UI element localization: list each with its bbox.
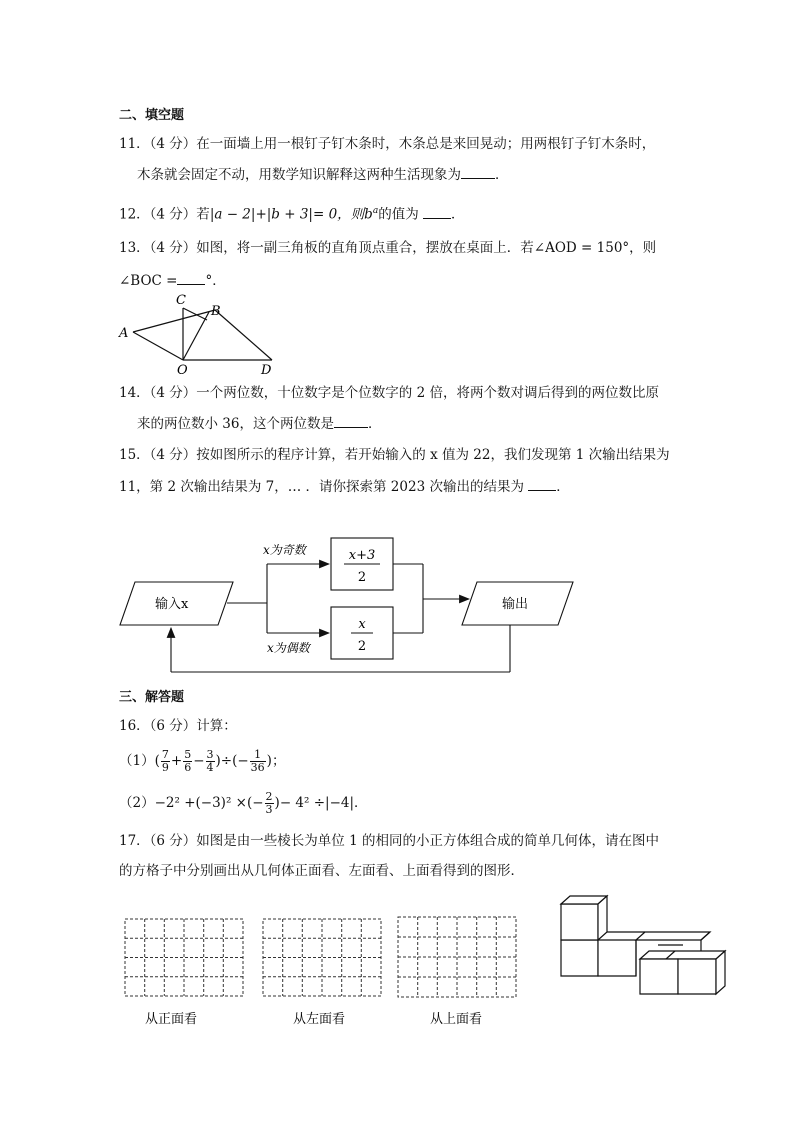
q13-triangle-figure xyxy=(115,290,285,378)
q15-flowchart xyxy=(115,530,585,680)
q13-answer-blank[interactable] xyxy=(177,270,205,285)
fraction xyxy=(265,791,274,816)
line-AB xyxy=(133,310,215,332)
q16-p2-expr-b: )− 4² ÷|−4|． xyxy=(274,795,368,811)
output-label: 输出 xyxy=(502,597,529,612)
label-D: D xyxy=(261,363,272,378)
paren: )； xyxy=(266,753,286,769)
q14-answer-blank[interactable] xyxy=(334,413,368,428)
q12-power-exp: a xyxy=(372,206,379,216)
paren: ( xyxy=(154,753,160,769)
fraction xyxy=(206,749,215,774)
section-title-fill-blank: 二、填空题 xyxy=(119,108,185,123)
q14-line1: 14．（4 分）一个两位数，十位数字是个位数字的 2 倍，将两个数对调后得到的两位数比原 xyxy=(119,385,659,401)
q16-part1 xyxy=(119,746,285,776)
numerator: 7 xyxy=(161,748,169,761)
label-O: O xyxy=(177,363,188,378)
q12-post: 的值为 xyxy=(378,206,419,223)
line-OB xyxy=(183,312,209,360)
q13-end: °． xyxy=(205,273,226,289)
q11-text: 木条就会固定不动，用数学知识解释这两种生活现象为 xyxy=(137,167,461,183)
q17-line2: 的方格子中分别画出从几何体正面看、左面看、上面看得到的图形． xyxy=(119,863,524,879)
odd-numerator: x+3 xyxy=(348,548,376,563)
q14-line2 xyxy=(137,413,381,434)
q15-text: 11，第 2 次输出结果为 7，… ．请你探索第 2023 次输出的结果为 xyxy=(119,479,524,495)
q17-line1: 17．（6 分）如图是由一些棱长为单位 1 的相同的小正方体组合成的简单几何体，请在图中 xyxy=(119,833,659,849)
q11-line2 xyxy=(137,164,509,185)
q16-part2 xyxy=(119,788,368,818)
numerator: 3 xyxy=(206,748,214,761)
q13-line1: 13．（4 分）如图，将一副三角板的直角顶点重合，摆放在桌面上．若∠AOD = 150°，则 xyxy=(119,240,657,256)
grid-left-view[interactable] xyxy=(263,919,381,996)
q15-end: ． xyxy=(556,479,570,495)
q17-figure xyxy=(115,890,745,1035)
cube-solid xyxy=(561,896,725,994)
numerator: 1 xyxy=(250,749,266,762)
odd-label: x为奇数 xyxy=(263,543,306,557)
odd-denominator: 2 xyxy=(357,570,367,585)
q12-pre: 12．（4 分）若 xyxy=(119,206,210,223)
op: )÷(− xyxy=(215,753,249,769)
denominator: 6 xyxy=(184,761,192,774)
label-B: B xyxy=(211,304,221,319)
label-C: C xyxy=(176,293,186,308)
line-AO xyxy=(133,332,183,360)
input-label: 输入x xyxy=(155,597,189,612)
denominator: 9 xyxy=(161,761,169,774)
q16-p2-expr-a: −2² +(−3)² ×(− xyxy=(154,795,264,811)
q15-line1: 15．（4 分）按如图所示的程序计算，若开始输入的 x 值为 22，我们发现第 1 次输出结果为 xyxy=(119,447,670,463)
caption-top: 从上面看 xyxy=(430,1012,483,1027)
q12-answer-blank[interactable] xyxy=(423,204,451,219)
grid-top-view[interactable] xyxy=(398,917,516,997)
q12-line xyxy=(119,201,465,225)
q16-p1-tag: （1） xyxy=(119,753,155,769)
numerator: 5 xyxy=(184,748,192,761)
q12-expr: |a − 2|+|b + 3|= 0，则 xyxy=(209,206,365,223)
q16-head: 16．（6 分）计算： xyxy=(119,718,237,734)
q13-angle-label: ∠BOC = xyxy=(119,273,178,289)
q15-answer-blank[interactable] xyxy=(528,476,556,491)
denominator: 36 xyxy=(250,761,265,774)
denominator: 3 xyxy=(265,803,273,816)
q13-line2 xyxy=(119,270,226,291)
fraction xyxy=(250,749,266,774)
numerator: 2 xyxy=(265,790,273,803)
q14-end: ． xyxy=(367,416,382,432)
op: + xyxy=(170,753,183,769)
fraction xyxy=(161,749,170,774)
q12-end: ． xyxy=(451,206,465,223)
op: − xyxy=(193,753,205,769)
section-title-solve: 三、解答题 xyxy=(119,690,185,705)
grid-front-view[interactable] xyxy=(125,919,243,996)
line-BD xyxy=(215,310,272,360)
label-A: A xyxy=(119,326,129,341)
even-denominator: 2 xyxy=(357,639,367,654)
q11-end: ． xyxy=(495,167,509,183)
q11-answer-blank[interactable] xyxy=(461,164,495,179)
q16-p2-tag: （2） xyxy=(119,795,155,811)
even-numerator: x xyxy=(358,617,366,632)
caption-front: 从正面看 xyxy=(145,1012,198,1027)
even-label: x为偶数 xyxy=(267,641,310,655)
q15-line2 xyxy=(119,476,570,497)
fraction xyxy=(183,749,192,774)
caption-left: 从左面看 xyxy=(293,1012,346,1027)
denominator: 4 xyxy=(206,761,214,774)
q11-line1: 11．（4 分）在一面墙上用一根钉子钉木条时，木条总是来回晃动；用两根钉子钉木条时， xyxy=(119,136,656,152)
q14-text: 来的两位数小 36，这个两位数是 xyxy=(137,416,334,432)
q12-power-base: b xyxy=(364,206,373,223)
